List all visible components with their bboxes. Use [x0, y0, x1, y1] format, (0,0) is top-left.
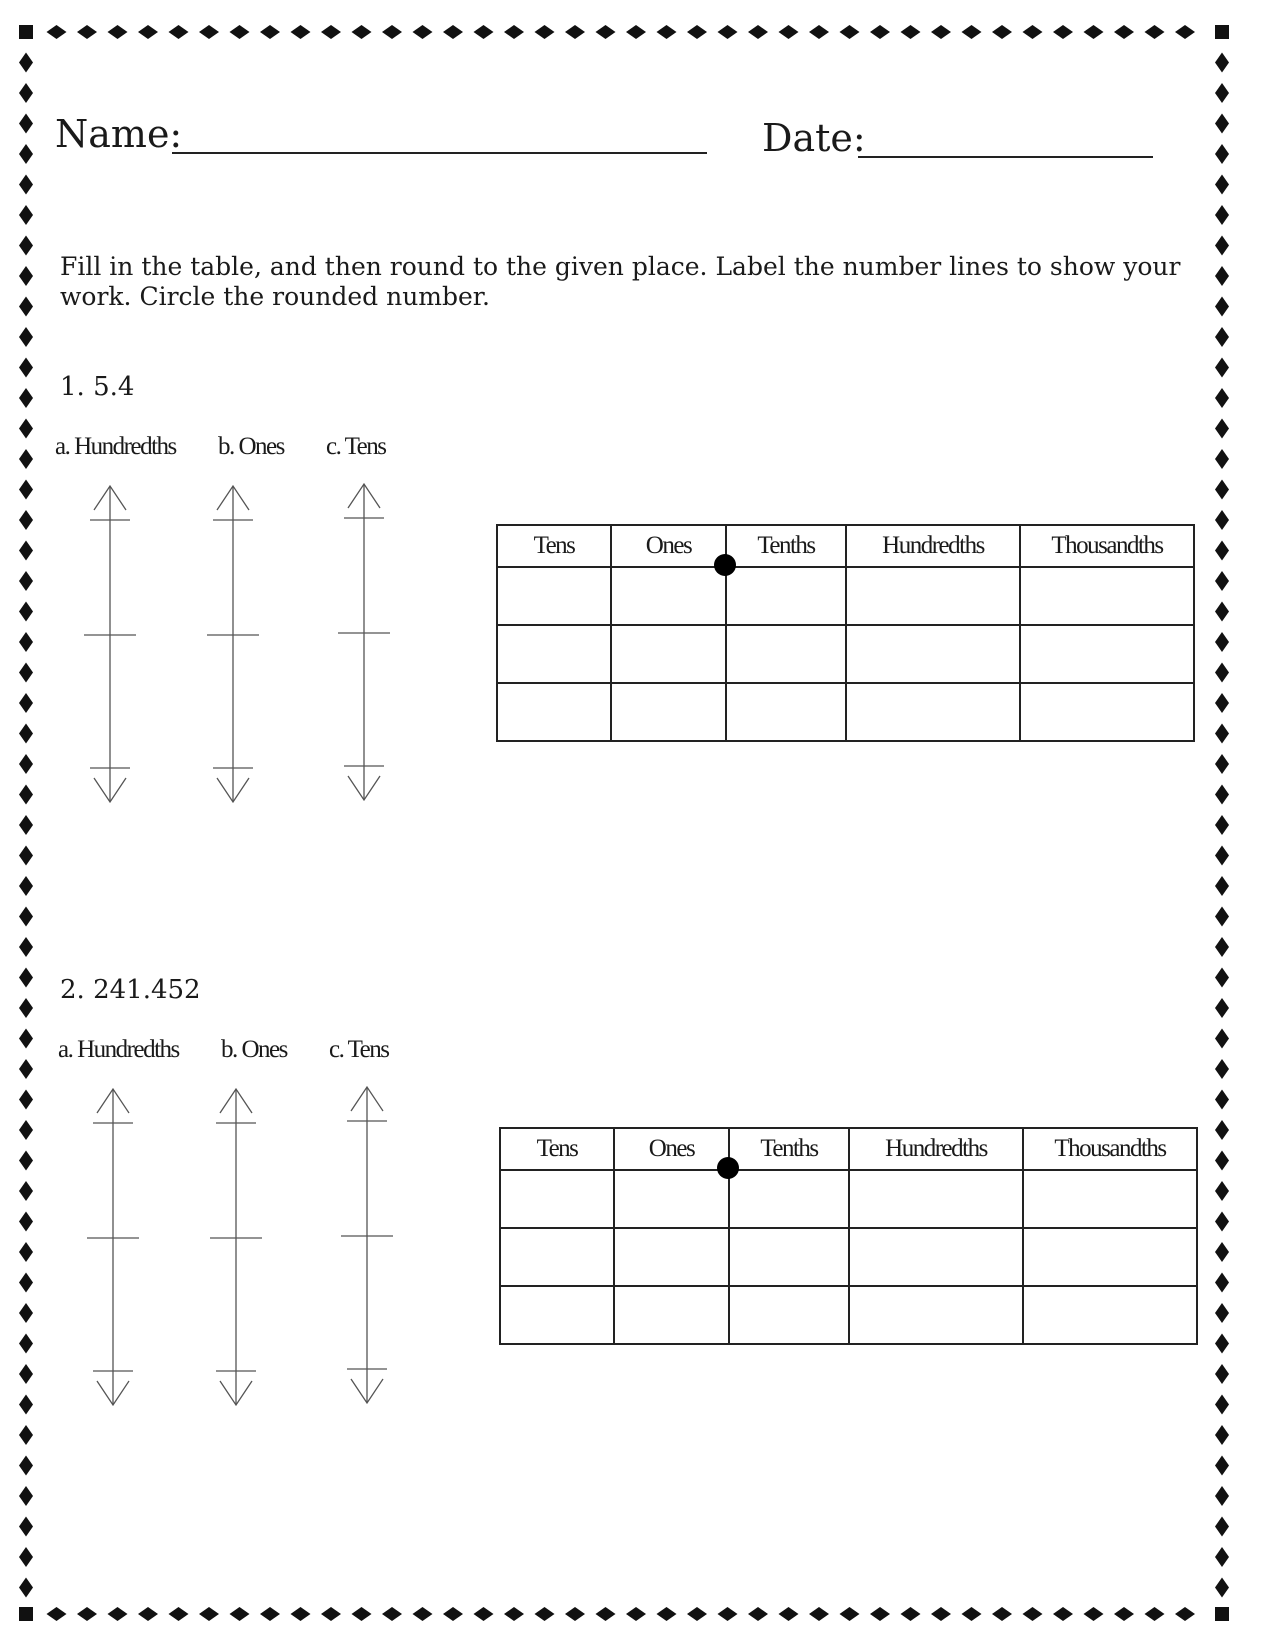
border-diamond [19, 1151, 33, 1171]
border-diamond [657, 1607, 677, 1621]
border-diamond [19, 632, 33, 652]
border-diamond [718, 25, 738, 39]
border-diamond [19, 571, 33, 591]
border-diamond [19, 1059, 33, 1079]
border-diamond [1215, 937, 1229, 957]
border-diamond [169, 1607, 189, 1621]
border-diamond [19, 480, 33, 500]
table-cell[interactable] [500, 1286, 614, 1344]
border-diamond [626, 25, 646, 39]
border-diamond [19, 693, 33, 713]
border-diamond [19, 998, 33, 1018]
border-diamond [47, 25, 67, 39]
border-diamond [1215, 1181, 1229, 1201]
border-diamond [1215, 327, 1229, 347]
border-diamond [19, 1517, 33, 1537]
border-diamond [108, 1607, 128, 1621]
border-diamond [352, 25, 372, 39]
border-diamond [809, 1607, 829, 1621]
border-diamond [1215, 53, 1229, 73]
border-diamond [1215, 1578, 1229, 1598]
problem-2-number-line-a[interactable] [83, 1083, 143, 1423]
table-cell[interactable] [1020, 683, 1194, 741]
border-diamond [565, 25, 585, 39]
border-diamond [1215, 419, 1229, 439]
border-diamond [1215, 602, 1229, 622]
table-cell[interactable] [611, 683, 726, 741]
table-cell[interactable] [611, 567, 726, 625]
border-diamond [870, 1607, 890, 1621]
border-diamond [169, 25, 189, 39]
border-diamond [19, 876, 33, 896]
border-diamond [1215, 571, 1229, 591]
table-cell[interactable] [846, 567, 1020, 625]
border-diamond [1215, 846, 1229, 866]
border-diamond [1084, 25, 1104, 39]
border-diamond [19, 1181, 33, 1201]
border-diamond [19, 1212, 33, 1232]
col-ones: Ones [614, 1128, 729, 1170]
border-diamond [1114, 25, 1134, 39]
border-diamond [1215, 1151, 1229, 1171]
border-diamond [596, 25, 616, 39]
border-diamond [474, 1607, 494, 1621]
border-diamond [535, 1607, 555, 1621]
col-thousandths: Thousandths [1023, 1128, 1197, 1170]
table-cell[interactable] [726, 567, 846, 625]
border-diamond [1215, 998, 1229, 1018]
border-diamond [352, 1607, 372, 1621]
border-diamond [687, 1607, 707, 1621]
border-diamond [1215, 1547, 1229, 1567]
border-diamond [1215, 754, 1229, 774]
border-diamond [870, 25, 890, 39]
border-diamond [1215, 388, 1229, 408]
border-diamond [19, 1242, 33, 1262]
table-cell[interactable] [729, 1286, 849, 1344]
border-diamond [443, 25, 463, 39]
border-diamond [1023, 25, 1043, 39]
problem-2-label: 2. 241.452 [60, 975, 201, 1005]
problem-1-number-line-b[interactable] [203, 480, 263, 820]
border-diamond [1215, 968, 1229, 988]
date-field[interactable] [858, 156, 1153, 158]
border-diamond [47, 1607, 67, 1621]
col-thousandths: Thousandths [1020, 525, 1194, 567]
col-tenths: Tenths [729, 1128, 849, 1170]
border-diamond [19, 205, 33, 225]
border-diamond [1215, 510, 1229, 530]
col-ones: Ones [611, 525, 726, 567]
border-diamond [779, 25, 799, 39]
border-diamond [19, 449, 33, 469]
table-cell[interactable] [497, 567, 611, 625]
border-diamond [840, 25, 860, 39]
table-cell[interactable] [1023, 1170, 1197, 1228]
border-diamond [1215, 175, 1229, 195]
border-diamond [474, 25, 494, 39]
border-diamond [1175, 25, 1195, 39]
border-diamond [19, 358, 33, 378]
table-cell[interactable] [500, 1228, 614, 1286]
table-cell[interactable] [1023, 1286, 1197, 1344]
border-diamond [748, 1607, 768, 1621]
table-cell[interactable] [497, 683, 611, 741]
border-diamond [260, 1607, 280, 1621]
border-diamond [138, 25, 158, 39]
table-cell[interactable] [726, 625, 846, 683]
col-hundredths: Hundredths [846, 525, 1020, 567]
border-corner [1215, 1607, 1229, 1621]
border-diamond [1215, 815, 1229, 835]
border-diamond [19, 266, 33, 286]
border-diamond [19, 144, 33, 164]
border-diamond [1145, 1607, 1165, 1621]
border-diamond [19, 83, 33, 103]
decimal-point-dot [717, 1157, 739, 1179]
border-diamond [19, 1273, 33, 1293]
border-diamond [1215, 144, 1229, 164]
border-diamond [19, 175, 33, 195]
border-corner [19, 25, 33, 39]
border-diamond [291, 25, 311, 39]
border-diamond [77, 25, 97, 39]
border-diamond [840, 1607, 860, 1621]
border-diamond [1215, 236, 1229, 256]
border-diamond [19, 297, 33, 317]
border-diamond [413, 25, 433, 39]
border-diamond [1215, 632, 1229, 652]
border-diamond [809, 25, 829, 39]
table-cell[interactable] [614, 1170, 729, 1228]
col-tens: Tens [497, 525, 611, 567]
border-diamond [19, 1456, 33, 1476]
border-diamond [19, 388, 33, 408]
col-tenths: Tenths [726, 525, 846, 567]
border-diamond [19, 114, 33, 134]
border-diamond [1114, 1607, 1134, 1621]
border-diamond [1215, 1456, 1229, 1476]
border-diamond [779, 1607, 799, 1621]
border-diamond [19, 1547, 33, 1567]
border-diamond [19, 815, 33, 835]
border-diamond [962, 25, 982, 39]
border-diamond [1215, 1120, 1229, 1140]
table-cell[interactable] [846, 683, 1020, 741]
table-row [500, 1286, 1197, 1344]
border-diamond [19, 1029, 33, 1049]
border-diamond [19, 602, 33, 622]
problem-1-place-hundredths: a. Hundredths [55, 433, 176, 460]
border-diamond [1053, 1607, 1073, 1621]
border-diamond [108, 25, 128, 39]
table-cell[interactable] [1020, 567, 1194, 625]
border-diamond [19, 1303, 33, 1323]
table-cell[interactable] [1023, 1228, 1197, 1286]
table-cell[interactable] [614, 1286, 729, 1344]
border-diamond [657, 25, 677, 39]
border-diamond [1215, 724, 1229, 744]
border-diamond [260, 25, 280, 39]
table-row [497, 625, 1194, 683]
border-diamond [992, 25, 1012, 39]
table-row [497, 567, 1194, 625]
table-cell[interactable] [729, 1170, 849, 1228]
instructions: Fill in the table, and then round to the given place. Label the number lines to show your work. Circle the rounded number. [60, 252, 1181, 311]
table-cell[interactable] [849, 1286, 1023, 1344]
border-diamond [901, 1607, 921, 1621]
border-diamond [1215, 1517, 1229, 1537]
border-diamond [565, 1607, 585, 1621]
border-diamond [19, 785, 33, 805]
border-diamond [382, 1607, 402, 1621]
border-diamond [1215, 1364, 1229, 1384]
border-diamond [443, 1607, 463, 1621]
border-diamond [19, 1395, 33, 1415]
border-diamond [19, 419, 33, 439]
border-diamond [19, 327, 33, 347]
border-diamond [1215, 785, 1229, 805]
border-diamond [19, 846, 33, 866]
border-diamond [1215, 693, 1229, 713]
border-diamond [382, 25, 402, 39]
border-corner [1215, 25, 1229, 39]
border-diamond [1215, 663, 1229, 683]
table-cell[interactable] [611, 625, 726, 683]
border-diamond [1215, 114, 1229, 134]
problem-1-number-line-c[interactable] [334, 478, 394, 818]
border-diamond [19, 510, 33, 530]
border-diamond [1215, 1029, 1229, 1049]
border-diamond [1215, 480, 1229, 500]
border-diamond [19, 1090, 33, 1110]
border-diamond [1215, 205, 1229, 225]
border-diamond [1215, 1090, 1229, 1110]
problem-1-place-value-table [496, 524, 1195, 742]
border-diamond [19, 541, 33, 561]
border-diamond [19, 724, 33, 744]
border-diamond [504, 1607, 524, 1621]
border-diamond [1023, 1607, 1043, 1621]
border-diamond [321, 1607, 341, 1621]
problem-1-number-line-a[interactable] [80, 480, 140, 820]
border-diamond [19, 1486, 33, 1506]
border-diamond [718, 1607, 738, 1621]
border-diamond [1215, 907, 1229, 927]
border-diamond [230, 1607, 250, 1621]
border-diamond [1215, 83, 1229, 103]
border-diamond [230, 25, 250, 39]
border-diamond [1053, 25, 1073, 39]
problem-2-number-line-c[interactable] [337, 1081, 397, 1421]
border-diamond [687, 25, 707, 39]
border-diamond [1215, 1273, 1229, 1293]
border-diamond [1215, 1395, 1229, 1415]
border-diamond [1215, 1334, 1229, 1354]
col-tens: Tens [500, 1128, 614, 1170]
problem-2-place-ones: b. Ones [221, 1036, 287, 1063]
table-row [497, 683, 1194, 741]
border-diamond [19, 1364, 33, 1384]
border-diamond [19, 53, 33, 73]
border-diamond [19, 907, 33, 927]
border-diamond [19, 236, 33, 256]
problem-1-place-tens: c. Tens [326, 433, 386, 460]
border-diamond [535, 25, 555, 39]
border-diamond [626, 1607, 646, 1621]
table-row [500, 1228, 1197, 1286]
table-header-row [497, 525, 1194, 567]
table-cell[interactable] [846, 625, 1020, 683]
border-diamond [19, 968, 33, 988]
border-diamond [1215, 297, 1229, 317]
table-row [500, 1170, 1197, 1228]
border-diamond [596, 1607, 616, 1621]
border-diamond [19, 663, 33, 683]
border-diamond [19, 937, 33, 957]
border-diamond [1175, 1607, 1195, 1621]
border-diamond [1215, 876, 1229, 896]
border-corner [19, 1607, 33, 1621]
border-diamond [901, 25, 921, 39]
table-header-row [500, 1128, 1197, 1170]
border-diamond [504, 25, 524, 39]
table-cell[interactable] [729, 1228, 849, 1286]
border-diamond [962, 1607, 982, 1621]
name-label: Name: [55, 112, 183, 156]
problem-2-number-line-b[interactable] [206, 1083, 266, 1423]
border-diamond [992, 1607, 1012, 1621]
border-diamond [1215, 1212, 1229, 1232]
border-diamond [138, 1607, 158, 1621]
border-diamond [931, 1607, 951, 1621]
col-hundredths: Hundredths [849, 1128, 1023, 1170]
table-cell[interactable] [500, 1170, 614, 1228]
border-diamond [1215, 1303, 1229, 1323]
border-diamond [748, 25, 768, 39]
border-diamond [413, 1607, 433, 1621]
date-label: Date: [762, 116, 866, 160]
problem-2-place-hundredths: a. Hundredths [58, 1036, 179, 1063]
table-cell[interactable] [849, 1228, 1023, 1286]
border-diamond [19, 1578, 33, 1598]
border-diamond [199, 1607, 219, 1621]
border-diamond [19, 1425, 33, 1445]
border-diamond [1215, 1486, 1229, 1506]
border-diamond [1215, 449, 1229, 469]
border-diamond [1084, 1607, 1104, 1621]
border-diamond [199, 25, 219, 39]
problem-1-label: 1. 5.4 [60, 372, 135, 402]
problem-2-place-value-table [499, 1127, 1198, 1345]
border-diamond [931, 25, 951, 39]
border-diamond [291, 1607, 311, 1621]
name-field[interactable] [172, 152, 707, 154]
border-diamond [1215, 1059, 1229, 1079]
table-cell[interactable] [726, 683, 846, 741]
problem-2-place-tens: c. Tens [329, 1036, 389, 1063]
table-cell[interactable] [849, 1170, 1023, 1228]
border-diamond [1215, 358, 1229, 378]
border-diamond [1215, 1425, 1229, 1445]
table-cell[interactable] [1020, 625, 1194, 683]
border-diamond [19, 1120, 33, 1140]
table-cell[interactable] [497, 625, 611, 683]
border-diamond [19, 1334, 33, 1354]
border-diamond [1215, 541, 1229, 561]
border-diamond [1215, 266, 1229, 286]
border-diamond [321, 25, 341, 39]
border-diamond [1145, 25, 1165, 39]
problem-1-place-ones: b. Ones [218, 433, 284, 460]
border-diamond [19, 754, 33, 774]
decimal-point-dot [714, 554, 736, 576]
border-diamond [77, 1607, 97, 1621]
table-cell[interactable] [614, 1228, 729, 1286]
border-diamond [1215, 1242, 1229, 1262]
